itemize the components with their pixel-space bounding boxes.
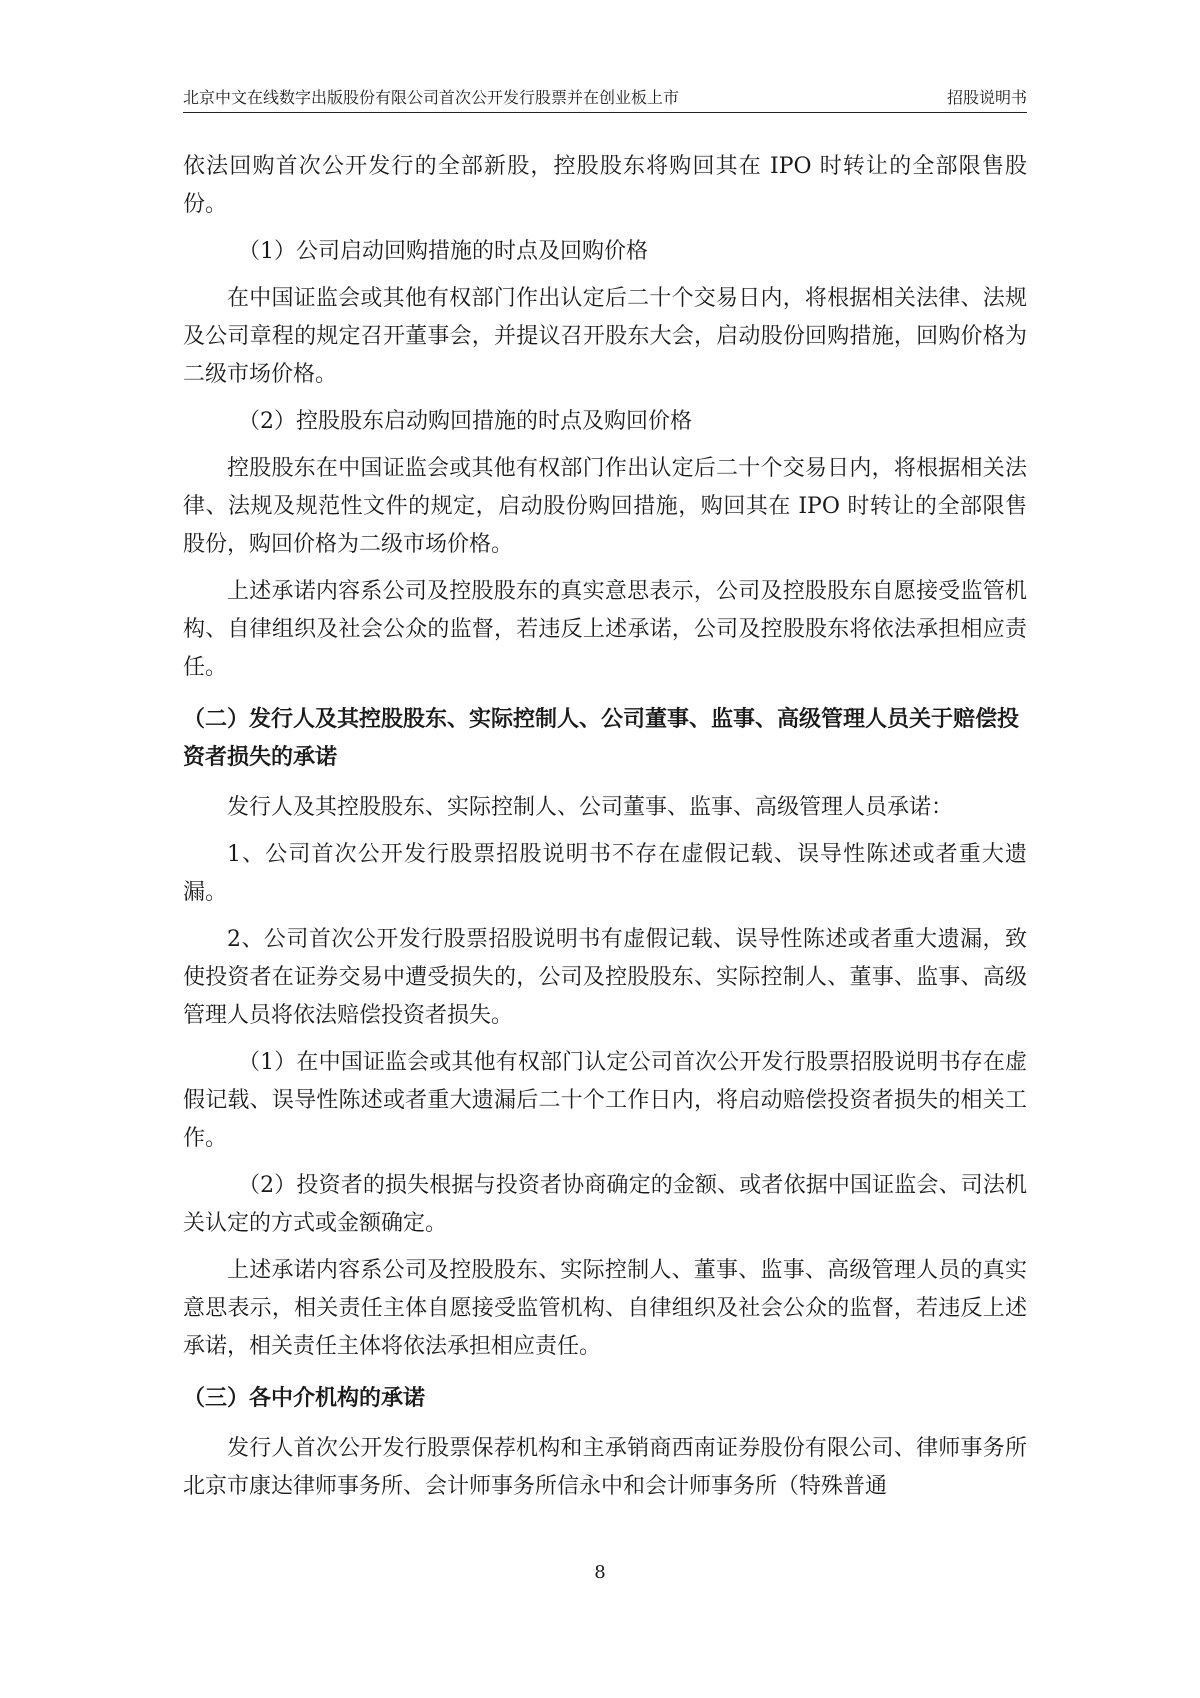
paragraph: 上述承诺内容系公司及控股股东的真实意思表示，公司及控股股东自愿接受监管机构、自律组织及社会公众的监督，若违反上述承诺，公司及控股股东将依法承担相应责任。: [183, 579, 1027, 680]
subheading: （2）控股股东启动购回措施的时点及购回价格: [238, 409, 692, 434]
paragraph: 1、公司首次公开发行股票招股说明书不存在虚假记载、误导性陈述或者重大遗漏。: [183, 842, 1027, 905]
paragraph: 发行人及其控股股东、实际控制人、公司董事、监事、高级管理人员承诺：: [227, 795, 954, 820]
paragraph: （2）投资者的损失根据与投资者协商确定的金额、或者依据中国证监会、司法机关认定的方式或金额确定。: [183, 1173, 1027, 1236]
subheading: （1）公司启动回购措施的时点及回购价格: [238, 239, 648, 264]
header-doc-type: 招股说明书: [946, 88, 1027, 107]
paragraph: 上述承诺内容系公司及控股股东、实际控制人、董事、监事、高级管理人员的真实意思表示，相关责任主体自愿接受监管机构、自律组织及社会公众的监督，若违反上述承诺，相关责任主体将依法承担相应责任。: [183, 1258, 1027, 1359]
header-title: 北京中文在线数字出版股份有限公司首次公开发行股票并在创业板上市: [183, 88, 680, 107]
paragraph: 依法回购首次公开发行的全部新股，控股股东将购回其在 IPO 时转让的全部限售股份。: [183, 154, 1027, 217]
section-heading: （二）发行人及其控股股东、实际控制人、公司董事、监事、高级管理人员关于赔偿投资者损失的承诺: [183, 707, 1020, 770]
page-number: 8: [594, 1562, 606, 1583]
page-header: [183, 86, 1027, 113]
paragraph: 发行人首次公开发行股票保荐机构和主承销商西南证券股份有限公司、律师事务所北京市康达律师事务所、会计师事务所信永中和会计师事务所（特殊普通: [183, 1436, 1027, 1499]
paragraph: 控股股东在中国证监会或其他有权部门作出认定后二十个交易日内，将根据相关法律、法规及规范性文件的规定，启动股份购回措施，购回其在 IPO 时转让的全部限售股份，购回价格为二级市场价格。: [183, 456, 1027, 557]
section-heading: （三）各中介机构的承诺: [183, 1386, 426, 1411]
paragraph: （1）在中国证监会或其他有权部门认定公司首次公开发行股票招股说明书存在虚假记载、误导性陈述或者重大遗漏后二十个工作日内，将启动赔偿投资者损失的相关工作。: [183, 1050, 1027, 1151]
paragraph: 在中国证监会或其他有权部门作出认定后二十个交易日内，将根据相关法律、法规及公司章程的规定召开董事会，并提议召开股东大会，启动股份回购措施，回购价格为二级市场价格。: [183, 286, 1027, 387]
paragraph: 2、公司首次公开发行股票招股说明书有虚假记载、误导性陈述或者重大遗漏，致使投资者在证券交易中遭受损失的，公司及控股股东、实际控制人、董事、监事、高级管理人员将依法赔偿投资者损失。: [183, 927, 1027, 1028]
document-body: [183, 148, 1027, 1515]
